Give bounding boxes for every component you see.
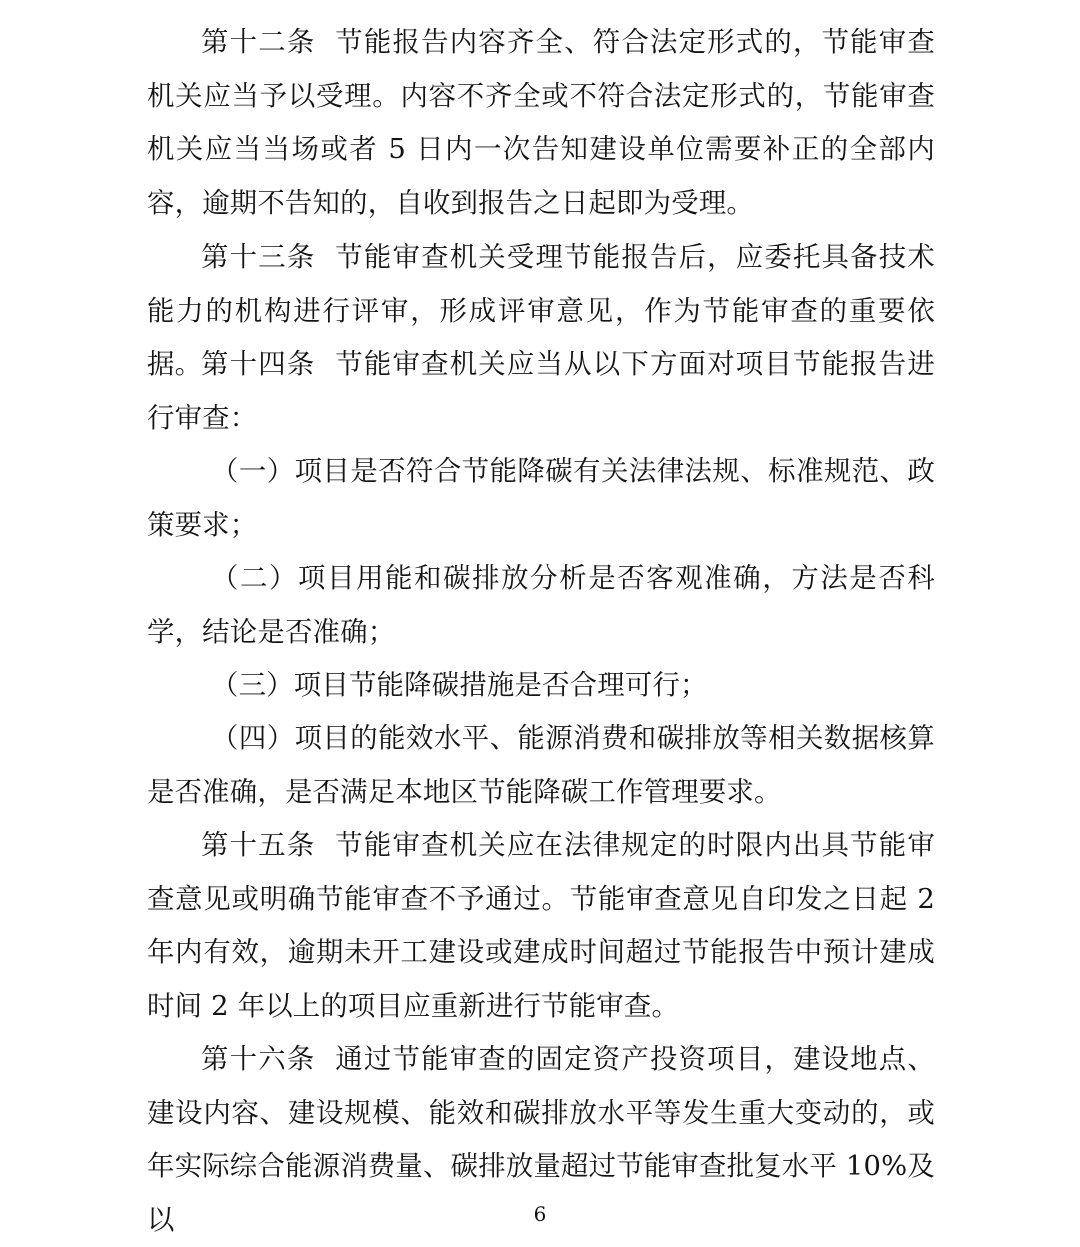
article-15-paragraph: 第十五条 节能审查机关应在法律规定的时限内出具节能审查意见或明确节能审查不予通过。节能审查意见自印发之日起 2 年内有效，逾期未开工建设或建成时间超过节能报告中预计建成时间 2 年以上的项目应重新进行节能审查。 bbox=[147, 830, 944, 1022]
page-number: 6 bbox=[533, 1202, 547, 1226]
article-13-paragraph: 第十三条 节能审查机关受理节能报告后，应委托具备技术能力的机构进行评审，形成评审意见，作为节能审查的重要依据。 bbox=[147, 242, 935, 381]
review-item-1: （一）项目是否符合节能降碳有关法律法规、标准规范、政策要求； bbox=[147, 456, 935, 541]
review-item-4: （四）项目的能效水平、能源消费和碳排放等相关数据核算是否准确，是否满足本地区节能降碳工作管理要求。 bbox=[147, 723, 935, 808]
article-12-paragraph: 第十二条 节能报告内容齐全、符合法定形式的，节能审查机关应当予以受理。内容不齐全或不符合法定形式的，节能审查机关应当当场或者 5 日内一次告知建设单位需要补正的全部内容，逾期不告知的，自收到报告之日起即为受理。 bbox=[147, 27, 935, 219]
review-item-2: （二）项目用能和碳排放分析是否客观准确，方法是否科学，结论是否准确； bbox=[147, 563, 935, 648]
article-16-paragraph: 第十六条 通过节能审查的固定资产投资项目，建设地点、建设内容、建设规模、能效和碳排放水平等发生重大变动的，或年实际综合能源消费量、碳排放量超过节能审查批复水平 10%及以 bbox=[147, 1044, 935, 1236]
article-14-paragraph: 第十四条 节能审查机关应当从以下方面对项目节能报告进行审查： bbox=[147, 349, 935, 434]
review-item-3: （三）项目节能降碳措施是否合理可行； bbox=[211, 670, 708, 701]
